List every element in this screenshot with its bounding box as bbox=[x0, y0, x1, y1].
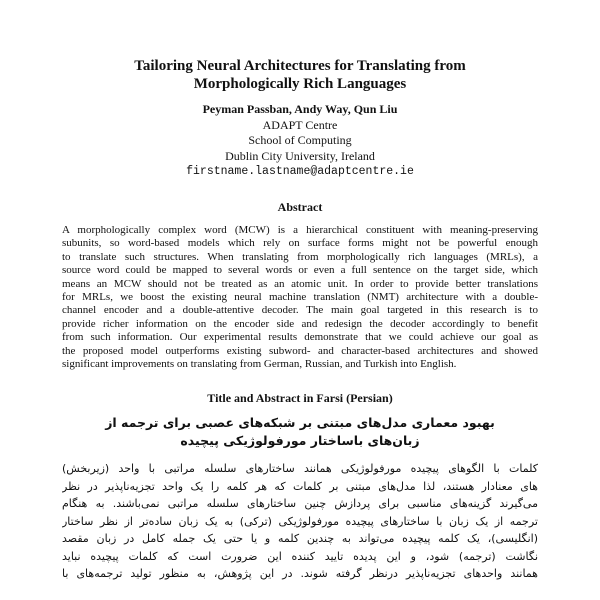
title-line: Tailoring Neural Architectures for Translating from bbox=[134, 58, 466, 74]
farsi-abstract-line: می‌گیرند گزینه‌های مناسبی برای پردازش چنین ساختارهای سلسله مراتبی نمی‌باشند. به هنگام bbox=[62, 497, 538, 510]
affiliation-line: ADAPT Centre bbox=[262, 117, 338, 132]
farsi-section-heading: Title and Abstract in Farsi (Persian) bbox=[207, 391, 393, 405]
abstract-line: provide richer information on the encoder side and redesign the decoder accordingly to benefit bbox=[62, 317, 538, 330]
farsi-abstract-line: همانند واحدهای تجزیه‌ناپذیر درنظر گرفته شوند. در این پژوهش، به منظور تولید ترجمه‌های با bbox=[62, 567, 538, 580]
affiliation-line: Dublin City University, Ireland bbox=[225, 148, 375, 163]
author-email: firstname.lastname@adaptcentre.ie bbox=[186, 165, 414, 178]
abstract-line: subunits, so word-based models which rely on surface forms might not be powerful enough bbox=[62, 237, 538, 250]
abstract-line: to translate such structures. When translating from morphologically rich languages (MRLs), a bbox=[62, 250, 538, 263]
title-line: Morphologically Rich Languages bbox=[193, 76, 407, 92]
farsi-abstract-text bbox=[62, 460, 538, 583]
farsi-abstract-line: (انگلیسی)، یک کلمه پیچیده می‌تواند به چندین کلمه و یا حتی یک جمله کامل در زبان مقصد bbox=[62, 532, 538, 545]
farsi-title bbox=[60, 414, 540, 450]
abstract-line: channel encoder and a double-attentive decoder. The main goal targeted in this research is to bbox=[62, 304, 538, 317]
affiliation-line: School of Computing bbox=[248, 133, 352, 147]
abstract-line: from such information. Our experimental results demonstrate that we could achieve our goal as bbox=[62, 331, 538, 344]
abstract-line: source word could be mapped to several words or even a full sentence on the target side, which bbox=[62, 264, 538, 277]
paper-title bbox=[60, 57, 540, 93]
farsi-abstract-line: ترجمه از یک زبان با ساختارهای پیچیده مورفولوژیکی (ترکی) به یک زبان ساده‌تر از نظر ساختار bbox=[62, 514, 538, 528]
abstract-line: the proposed model outperforms existing subword- and character-based architectures and showed bbox=[62, 344, 538, 357]
abstract-text bbox=[62, 224, 538, 371]
author-block bbox=[60, 102, 540, 180]
abstract-line: A morphologically complex word (MCW) is a hierarchical constituent with meaning-preserving bbox=[62, 224, 538, 236]
abstract-line: means an MCW should not be treated as an atomic unit. In order to provide better translations bbox=[62, 277, 538, 290]
abstract-line: significant improvements on translating from German, Russian, and Turkish into English. bbox=[62, 358, 457, 371]
farsi-abstract-line: کلمات با الگوهای پیچیده مورفولوژیکی همانند ساختارهای سلسله مراتبی با واحد (زیربخش) bbox=[62, 462, 538, 475]
farsi-abstract-line: های معنادار هستند، لذا مدل‌های مبتنی بر کلمات که هر کلمه را یک واحد تجزیه‌ناپذیر در نظر bbox=[62, 479, 538, 493]
abstract-heading: Abstract bbox=[277, 200, 323, 214]
farsi-title-line: بهبود معماری مدل‌های مبتنی بر شبکه‌های عصبی برای ترجمه از bbox=[105, 415, 495, 430]
author-names: Peyman Passban, Andy Way, Qun Liu bbox=[202, 102, 398, 116]
abstract-line: for MRLs, we boost the existing neural machine translation (NMT) architecture with a double- bbox=[62, 291, 538, 304]
farsi-abstract-line: نگاشت (ترجمه) شود، و این پدیده تایید کننده این ضرورت است که کلمات پیچیده نباید bbox=[62, 549, 538, 563]
farsi-title-line: زبان‌های باساختار مورفولوژیکی پیچیده bbox=[180, 433, 420, 448]
